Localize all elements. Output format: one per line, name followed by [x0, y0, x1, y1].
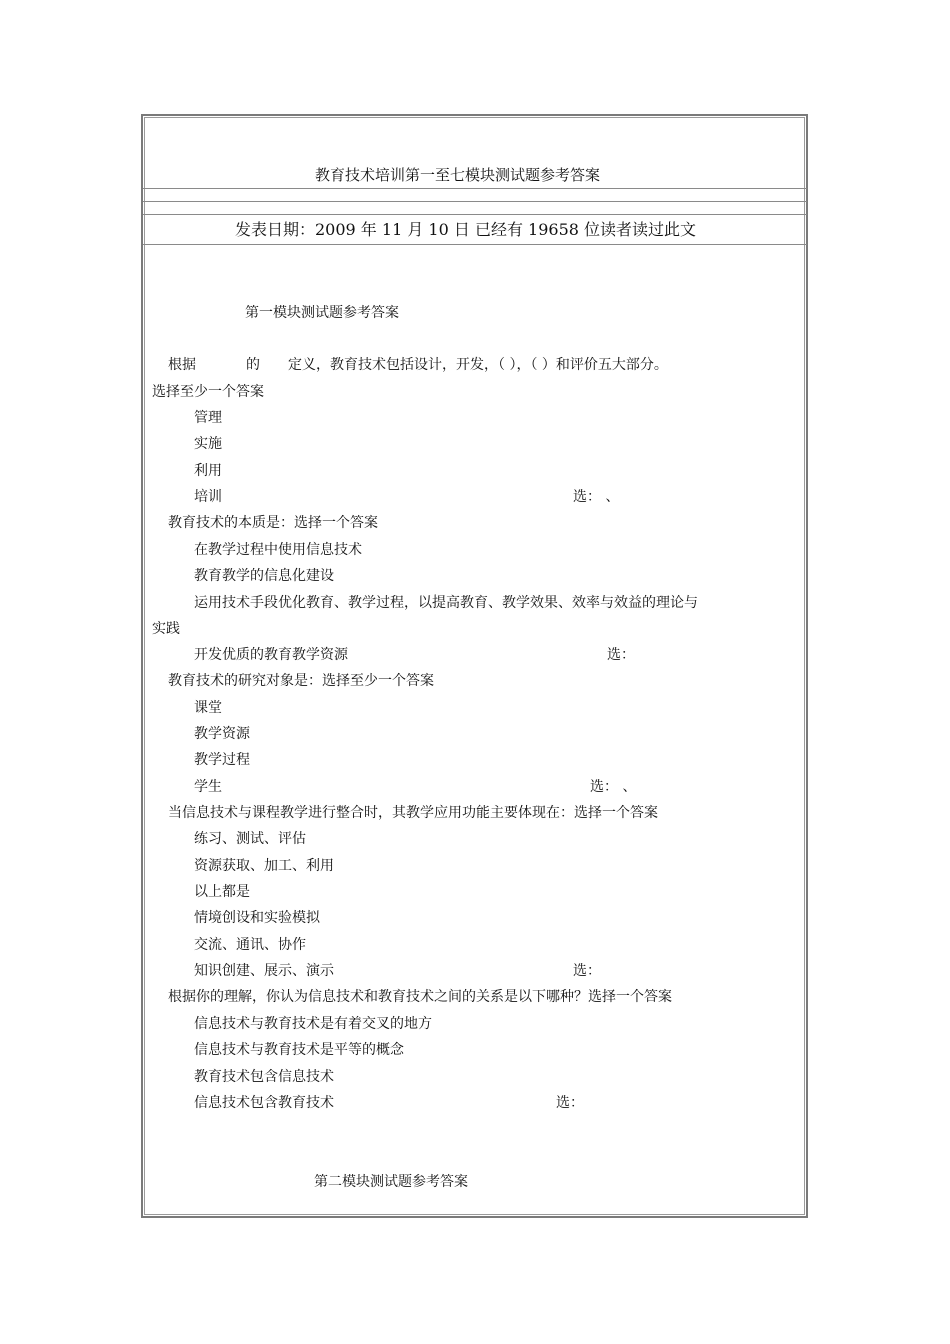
page-title: 教育技术培训第一至七模块测试题参考答案: [315, 166, 601, 184]
option: 教学资源: [194, 726, 250, 742]
q3-answer: 选： 、: [590, 779, 637, 795]
q5-question: 根据你的理解，你认为信息技术和教育技术之间的关系是以下哪种？选择一个答案: [168, 989, 672, 1005]
option: 情境创设和实验模拟: [194, 910, 320, 926]
module2-heading: 第二模块测试题参考答案: [314, 1174, 468, 1190]
option: 运用技术手段优化教育、教学过程，以提高教育、教学效果、效率与效益的理论与: [194, 595, 698, 611]
option-continued: 实践: [152, 621, 180, 637]
option: 利用: [194, 463, 222, 479]
option: 开发优质的教育教学资源: [194, 647, 348, 663]
option: 练习、测试、评估: [194, 831, 306, 847]
q1-answer: 选： 、: [573, 489, 620, 505]
option: 资源获取、加工、利用: [194, 858, 334, 874]
option: 知识创建、展示、演示: [194, 963, 334, 979]
option: 信息技术与教育技术是平等的概念: [194, 1042, 404, 1058]
q4-question: 当信息技术与课程教学进行整合时，其教学应用功能主要体现在：选择一个答案: [168, 805, 658, 821]
option: 教学过程: [194, 752, 250, 768]
option: 培训: [194, 489, 222, 505]
option: 实施: [194, 436, 222, 452]
module1-heading: 第一模块测试题参考答案: [245, 305, 399, 321]
q1-prefix: 根据: [168, 357, 196, 373]
option: 学生: [194, 779, 222, 795]
meta-divider: [143, 244, 807, 245]
option: 在教学过程中使用信息技术: [194, 542, 362, 558]
q3-question: 教育技术的研究对象是：选择至少一个答案: [168, 673, 434, 689]
title-divider-top: [143, 188, 807, 189]
option: 交流、通讯、协作: [194, 937, 306, 953]
option: 管理: [194, 410, 222, 426]
option: 以上都是: [194, 884, 250, 900]
divider: [143, 214, 807, 215]
q5-answer: 选：: [556, 1095, 584, 1111]
q4-answer: 选：: [573, 963, 601, 979]
option: 教育教学的信息化建设: [194, 568, 334, 584]
q2-question: 教育技术的本质是：选择一个答案: [168, 515, 378, 531]
divider: [143, 201, 807, 202]
option: 课堂: [194, 700, 222, 716]
q1-question: 定义，教育技术包括设计，开发，（ ），（ ）和评价五大部分。: [288, 357, 668, 373]
q1-instruction: 选择至少一个答案: [152, 384, 264, 400]
q2-answer: 选：: [607, 647, 635, 663]
option: 信息技术包含教育技术: [194, 1095, 334, 1111]
option: 教育技术包含信息技术: [194, 1069, 334, 1085]
option: 信息技术与教育技术是有着交叉的地方: [194, 1016, 432, 1032]
article-meta: 发表日期：2009 年 11 月 10 日 已经有 19658 位读者读过此文: [235, 220, 697, 239]
q1-de: 的: [246, 357, 260, 373]
